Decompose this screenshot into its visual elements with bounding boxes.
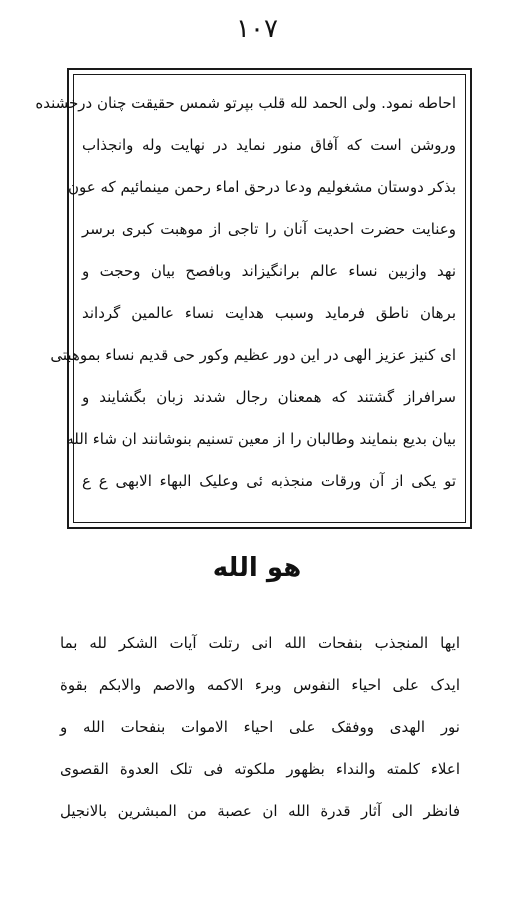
framed-line: بیان بدیع بنمایند وطالبان را از معین تسنیم بنوشانند ان شاء الله	[66, 430, 456, 448]
body-passage	[60, 622, 460, 832]
section-heading: هو الله	[212, 553, 302, 583]
framed-line: ای کنیز عزیز الهی در این دور عظیم وکور حی قدیم نساء بموهبتی	[50, 346, 456, 364]
body-line: ایدک علی احیاء النفوس وبرء الاکمه والاصم والابکم بقوة	[60, 676, 460, 694]
framed-line: وعنایت حضرت احدیت آنان را تاجی از موهبت کبری برسر	[82, 220, 456, 238]
framed-line: تو یکی از آن ورقات منجذبه ئی وعلیک البهاء الابهی ع ع	[82, 472, 456, 490]
framed-passage	[35, 82, 456, 502]
body-line: ایها المنجذب بنفحات الله انی رتلت آیات الشکر لله بما	[60, 634, 460, 652]
framed-line: برهان ناطق فرماید وسبب هدایت نساء عالمین گرداند	[82, 304, 456, 322]
framed-line: بذکر دوستان مشغولیم ودعا درحق اماء رحمن مینمائیم که عون	[68, 178, 456, 196]
body-line: نور الهدی ووفقک علی احیاء الاموات بنفحات الله و	[60, 718, 460, 736]
framed-line: احاطه نمود. ولی الحمد لله قلب بپرتو شمس حقیقت چنان درخشنده	[35, 94, 456, 112]
body-line: فانظر الی آثار قدرة الله ان عصبة من المبشرین بالانجیل	[60, 802, 460, 820]
page-number: ١٠٧	[236, 14, 278, 44]
framed-line: سرافراز گشتند که همعنان رجال شدند زبان بگشایند و	[82, 388, 456, 406]
body-line: اعلاء کلمته والنداء بظهور ملکوته فی تلک العدوة القصوی	[60, 760, 460, 778]
framed-line: نهد وازبین نساء عالم برانگیزاند وبافصح بیان وحجت و	[82, 262, 456, 280]
framed-line: وروشن است که آفاق منور نماید در نهایت وله وانجذاب	[82, 136, 456, 154]
